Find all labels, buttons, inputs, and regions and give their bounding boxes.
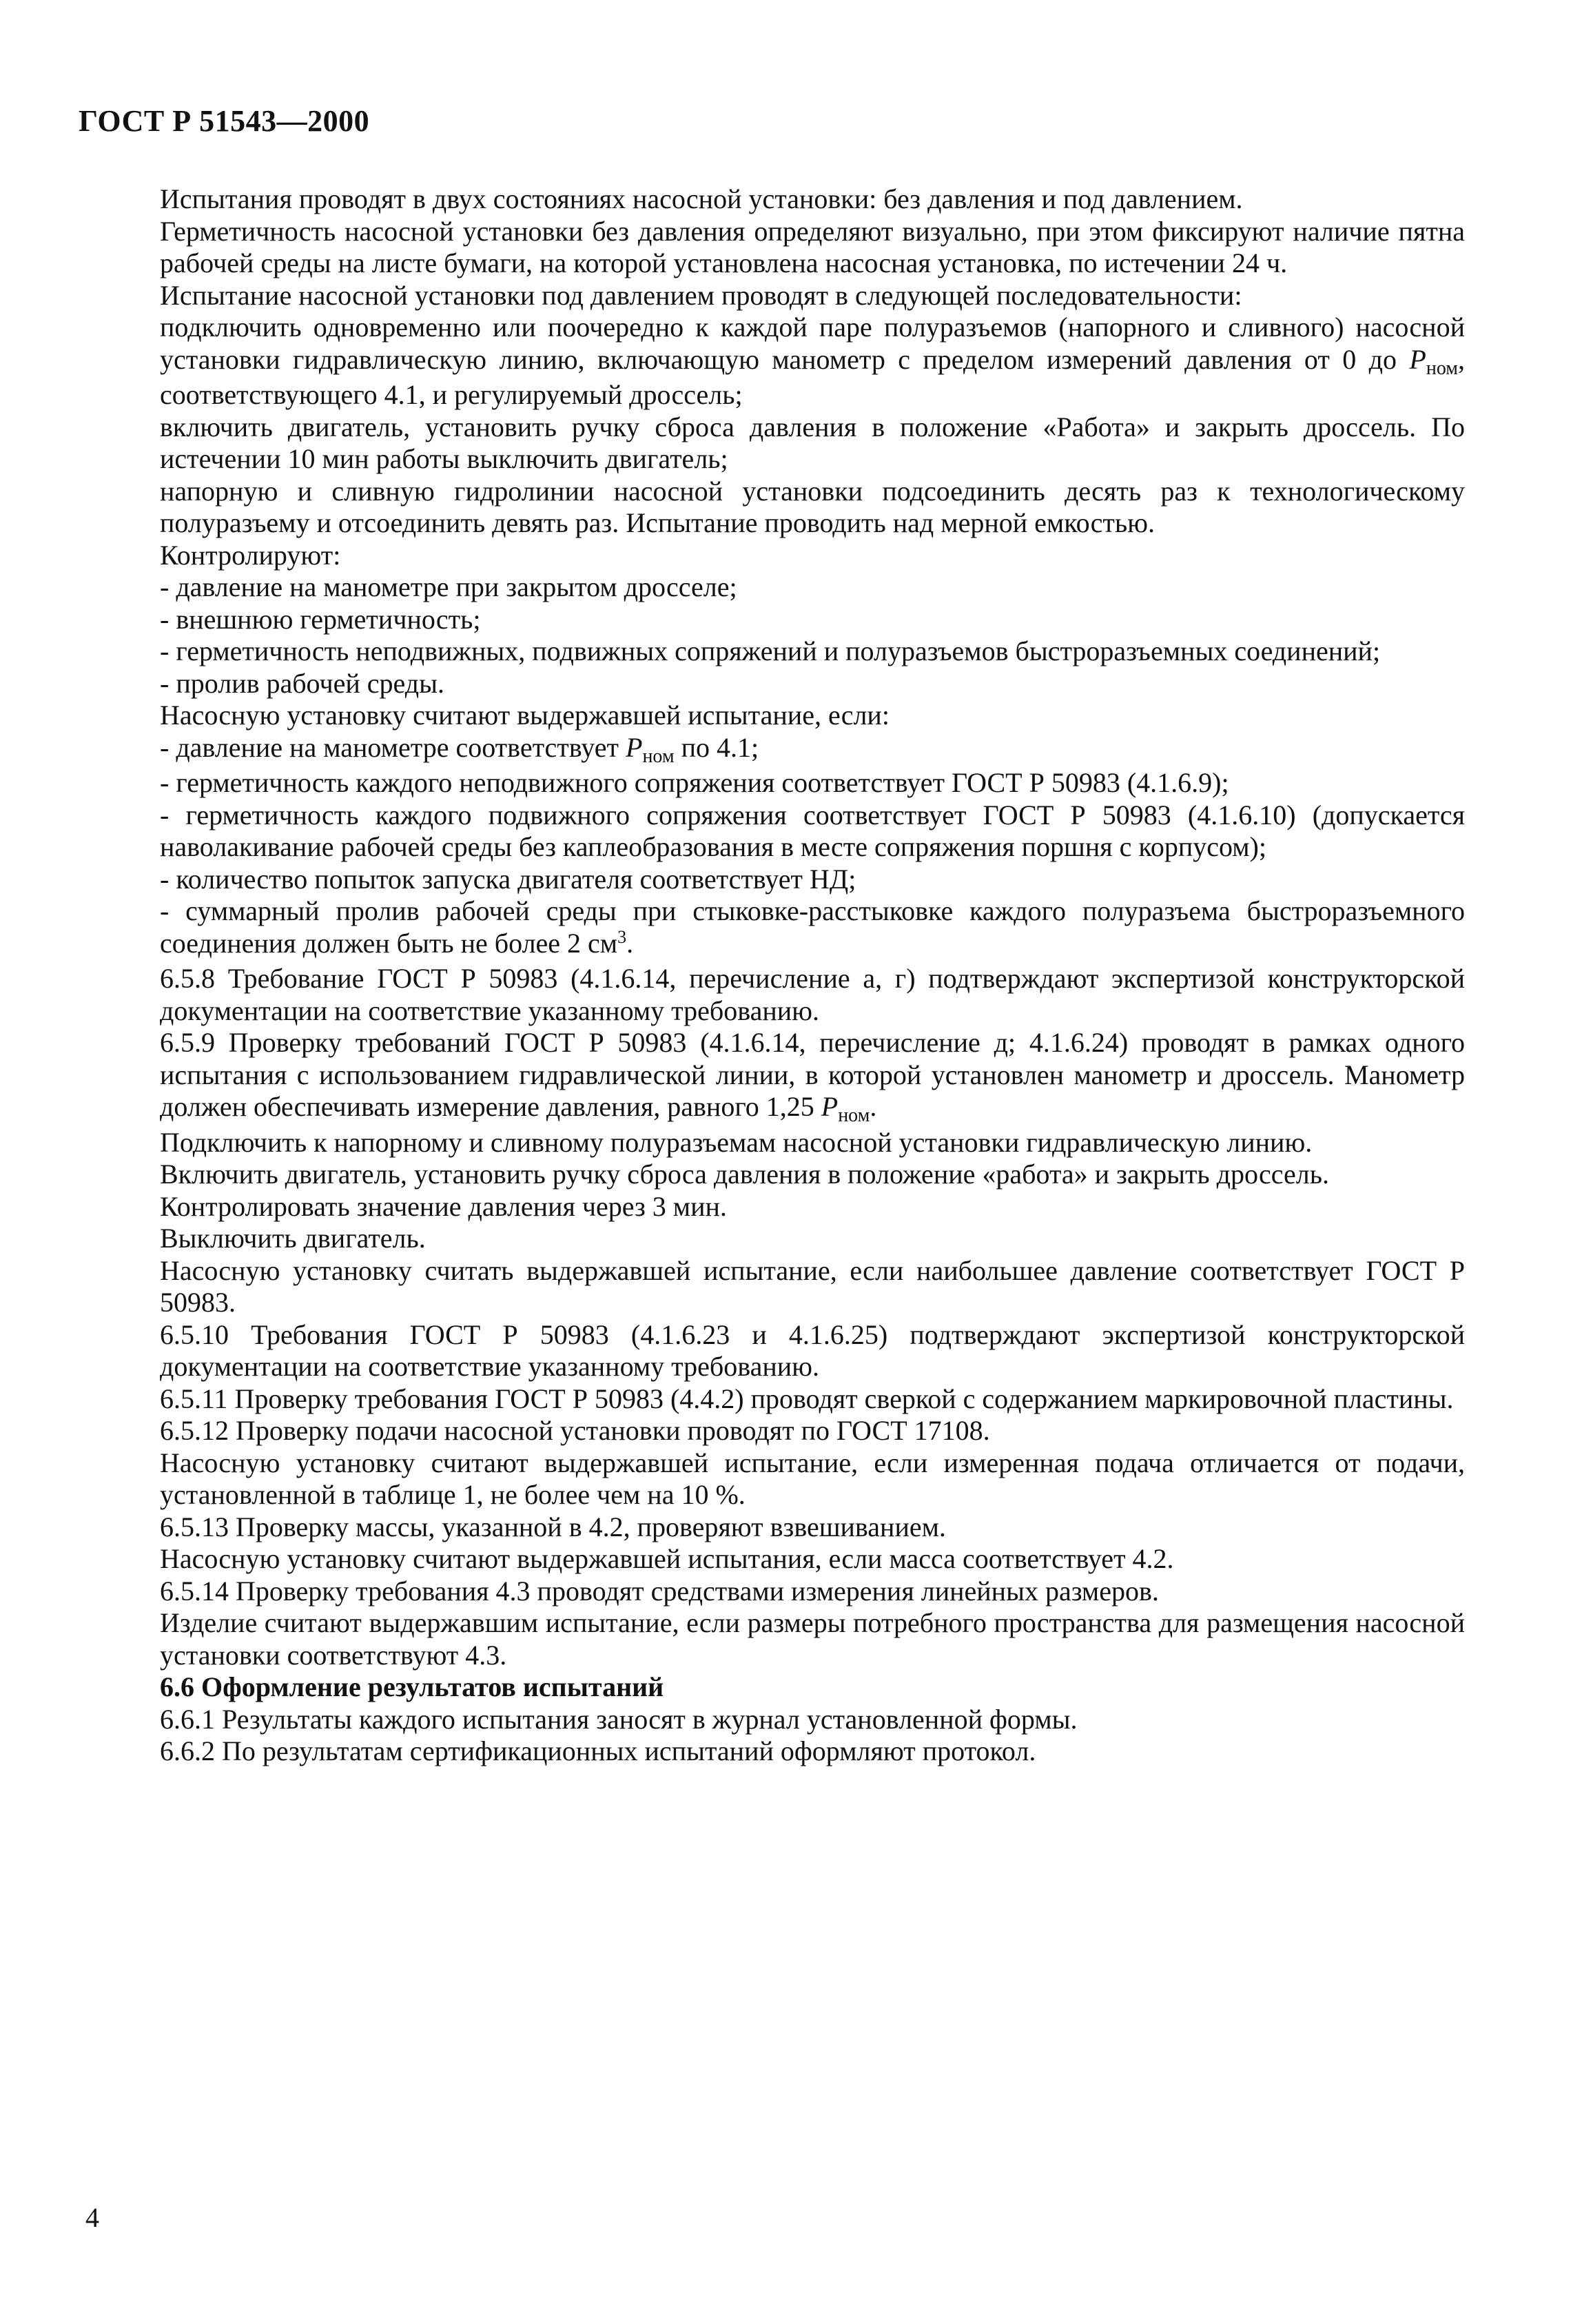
body-paragraph: Насосную установку считают выдержавшей испытание, если: (160, 700, 890, 731)
body-paragraph: Испытание насосной установки под давлением проводят в следующей последовательности: (160, 279, 1242, 311)
body-paragraph: 6.5.10 Требования ГОСТ Р 50983 (4.1.6.23 и 4.1.6.25) подтверждают экспертизой конструкторской документации на соответствие указанному требованию. (160, 1318, 1465, 1382)
body-paragraph: 6.5.11 Проверку требования ГОСТ Р 50983 (4.4.2) проводят сверкой с содержанием маркировочной пластины. (160, 1383, 1454, 1414)
paragraph-text: - суммарный пролив рабочей среды при стыковке-расстыковке каждого полуразъема быстроразъемного соединения должен быть не более 2 см (160, 895, 1465, 959)
pressure-symbol: P (1409, 343, 1426, 375)
body-paragraph: 6.5.12 Проверку подачи насосной установки проводят по ГОСТ 17108. (160, 1415, 990, 1446)
body-paragraph: 6.5.8 Требование ГОСТ Р 50983 (4.1.6.14, перечисление а, г) подтверждают экспертизой конструкторской документации на соответствие указанному требованию. (160, 963, 1465, 1026)
body-paragraph: 6.5.13 Проверку массы, указанной в 4.2, проверяют взвешиванием. (160, 1511, 946, 1542)
body-paragraph: - пролив рабочей среды. (160, 667, 445, 699)
body-paragraph (160, 732, 1465, 768)
paragraph-text: . (870, 1091, 877, 1122)
body-paragraph: Изделие считают выдержавшим испытание, если размеры потребного пространства для размещения насосной установки соответствуют 4.3. (160, 1607, 1465, 1671)
paragraph-text: 6.5.9 Проверку требований ГОСТ Р 50983 (4.1.6.14, перечисление д; 4.1.6.24) проводят в рамках одного испытания с использованием гидравлической линии, в которой установлен манометр и дроссель. Манометр должен обеспечивать измерение давления, равного 1,25 (160, 1027, 1465, 1122)
document-body (160, 183, 1465, 1768)
body-paragraph (160, 312, 1465, 411)
body-paragraph: Подключить к напорному и сливному полуразъемам насосной установки гидравлическую линию. (160, 1126, 1313, 1158)
body-paragraph: - количество попыток запуска двигателя соответствует НД; (160, 863, 856, 895)
body-paragraph: - герметичность каждого подвижного сопряжения соответствует ГОСТ Р 50983 (4.1.6.10) (допускается наволакивание рабочей среды без каплеобразования в месте сопряжения поршня с корпусом); (160, 799, 1465, 862)
body-paragraph: Насосную установку считают выдержавшей испытание, если измеренная подача отличается от подачи, установленной в таблице 1, не более чем на 10 %. (160, 1447, 1465, 1510)
section-heading: 6.6 Оформление результатов испытаний (160, 1671, 664, 1702)
paragraph-text: подключить одновременно или поочередно к каждой паре полуразъемов (напорного и сливного) насосной установки гидравлическую линию, включающую манометр с пределом измерений давления от 0 до (160, 312, 1465, 375)
subscript: ном (642, 745, 675, 767)
paragraph-text: . (626, 927, 634, 959)
body-paragraph: напорную и сливную гидролинии насосной установки подсоединить десять раз к технологическому полуразъему и отсоединить девять раз. Испытание проводить над мерной емкостью. (160, 475, 1465, 538)
body-paragraph: Насосную установку считать выдержавшей испытание, если наибольшее давление соответствует ГОСТ Р 50983. (160, 1254, 1465, 1318)
body-paragraph: 6.5.14 Проверку требования 4.3 проводят средствами измерения линейных размеров. (160, 1575, 1159, 1607)
document-header: ГОСТ Р 51543—2000 (79, 104, 370, 138)
superscript: 3 (617, 926, 627, 947)
page-number: 4 (85, 2202, 99, 2233)
body-paragraph: 6.6.2 По результатам сертификационных испытаний оформляют протокол. (160, 1735, 1036, 1766)
body-paragraph: Контролировать значение давления через 3 мин. (160, 1190, 727, 1222)
body-paragraph: Выключить двигатель. (160, 1223, 426, 1254)
body-paragraph: - внешнюю герметичность; (160, 603, 481, 635)
paragraph-text: , соответствующего 4.1, и регулируемый дроссель; (160, 343, 1465, 410)
paragraph-text: по 4.1; (674, 731, 759, 763)
body-paragraph: - герметичность неподвижных, подвижных сопряжений и полуразъемов быстроразъемных соединений; (160, 635, 1381, 666)
subscript: ном (1426, 357, 1458, 379)
body-paragraph: Контролируют: (160, 539, 341, 571)
body-paragraph: Включить двигатель, установить ручку сброса давления в положение «работа» и закрыть дроссель. (160, 1159, 1329, 1190)
body-paragraph: Испытания проводят в двух состояниях насосной установки: без давления и под давлением. (160, 183, 1243, 214)
subscript: ном (838, 1105, 870, 1126)
body-paragraph: Насосную установку считают выдержавшей испытания, если масса соответствует 4.2. (160, 1543, 1174, 1574)
pressure-symbol: P (626, 731, 643, 763)
paragraph-text: - давление на манометре соответствует (160, 731, 626, 763)
body-paragraph (160, 895, 1465, 963)
body-paragraph: - давление на манометре при закрытом дросселе; (160, 571, 737, 602)
pressure-symbol: P (821, 1091, 839, 1122)
body-paragraph: 6.6.1 Результаты каждого испытания заносят в журнал установленной формы. (160, 1703, 1078, 1735)
body-paragraph: Герметичность насосной установки без давления определяют визуально, при этом фиксируют наличие пятна рабочей среды на листе бумаги, на которой установлена насосная установка, по истечении 24 ч. (160, 215, 1465, 278)
body-paragraph: включить двигатель, установить ручку сброса давления в положение «Работа» и закрыть дроссель. По истечении 10 мин работы выключить двигатель; (160, 411, 1465, 474)
body-paragraph: - герметичность каждого неподвижного сопряжения соответствует ГОСТ Р 50983 (4.1.6.9); (160, 767, 1229, 798)
body-paragraph (160, 1027, 1465, 1127)
